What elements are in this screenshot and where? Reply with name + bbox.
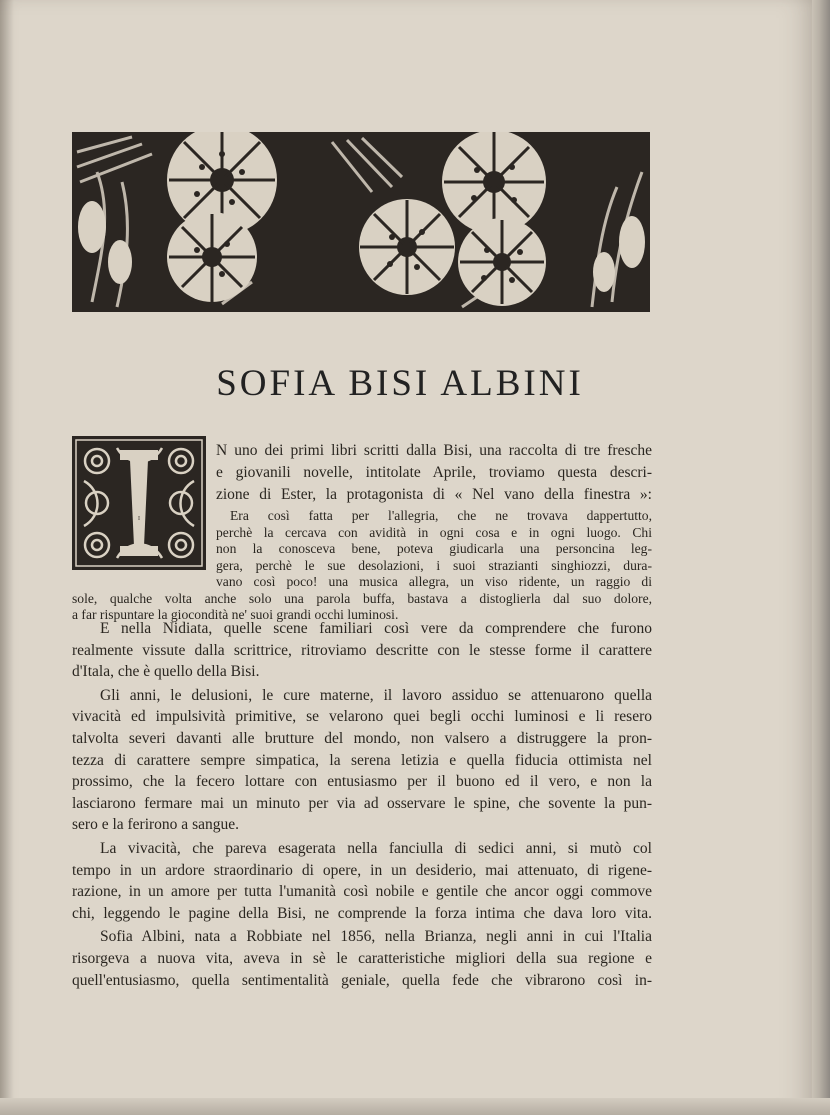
body-line: tezza di carattere sempre simpatica, la serena letizia e quella fiducia ottimista nel bbox=[72, 751, 652, 769]
paragraph bbox=[72, 926, 652, 991]
page-edge bbox=[812, 0, 830, 1115]
flower-4 bbox=[442, 132, 546, 234]
flower-5 bbox=[458, 218, 546, 306]
flower-3 bbox=[359, 199, 455, 295]
body-line: Gli anni, le delusioni, le cure materne, il lavoro assiduo se attenuarono quella bbox=[100, 686, 652, 704]
paragraph bbox=[72, 838, 652, 924]
dropcap-letter: I bbox=[138, 516, 140, 522]
floral-woodcut-header bbox=[72, 132, 650, 312]
quote-line: non la conosceva bene, poteva giudicarla una personcina leg- bbox=[216, 541, 652, 556]
body-line: realmente vissute dalla scrittrice, ritroviamo descritte con le stesse forme il carattere bbox=[72, 641, 652, 659]
paragraph bbox=[72, 618, 652, 683]
body-line: quell'entusiasmo, quella sentimentalità geniale, quella fede che vibrarono così in- bbox=[72, 971, 652, 989]
body-text bbox=[72, 618, 652, 993]
body-line: prossimo, che la fecero lottare con entusiasmo per il buono ed il vero, e non la bbox=[72, 773, 652, 791]
body-line: tempo in un ardore straordinario di opere, in un desiderio, mai attenuato, di rigene- bbox=[72, 861, 652, 879]
quote-line: vano così poco! una musica allegra, un viso ridente, un raggio di bbox=[216, 574, 652, 589]
quote-line: perchè la cercava con avidità in ogni cosa e in ogni luogo. Chi bbox=[216, 524, 652, 540]
body-line: chi, leggendo le pagine della Bisi, ne comprende la forza intima che dava loro vita. bbox=[72, 904, 652, 922]
quote-line: a far rispuntare la giocondità ne' suoi grandi occhi luminosi. bbox=[72, 607, 399, 622]
body-line: sero e la ferirono a sangue. bbox=[72, 816, 239, 834]
quote-line: Era così fatta per l'allegria, che ne trovava dappertutto, bbox=[230, 508, 652, 523]
flower-2 bbox=[167, 212, 257, 302]
intro-line: N uno dei primi libri scritti dalla Bisi, una raccolta di tre fresche bbox=[216, 442, 652, 459]
intro-text bbox=[216, 440, 652, 506]
block-quote bbox=[72, 508, 652, 624]
body-line: razione, in un amore per tutta l'umanità così nobile e gentile che ancor oggi commove bbox=[72, 883, 652, 901]
intro-line: zione di Ester, la protagonista di « Nel vano della finestra »: bbox=[216, 486, 652, 503]
body-line: E nella Nidiata, quelle scene familiari così vere da comprendere che furono bbox=[100, 620, 652, 637]
spine-shadow bbox=[0, 0, 14, 1115]
body-line: La vivacità, che pareva esagerata nella fanciulla di sedici anni, si mutò col bbox=[100, 839, 652, 857]
quote-line: gera, perchè le sue desolazioni, i suoi strazianti singhiozzi, dura- bbox=[216, 557, 652, 573]
paragraph bbox=[72, 685, 652, 836]
body-line: d'Itala, che è quello della Bisi. bbox=[72, 663, 260, 681]
body-line: Sofia Albini, nata a Robbiate nel 1856, nella Brianza, negli anni in cui l'Italia bbox=[100, 928, 652, 946]
page-title: SOFIA BISI ALBINI bbox=[216, 363, 584, 404]
intro-line: e giovanili novelle, intitolate Aprile, troviamo questa descri- bbox=[216, 464, 652, 481]
body-line: vivacità ed impulsività primitive, se velarono quei begli occhi luminosi e li resero bbox=[72, 708, 652, 726]
body-line: talvolta severi davanti alle brutture del mondo, non valsero a distruggere la pron- bbox=[72, 729, 652, 747]
body-line: lasciarono fermare mai un minuto per via ad osservare le spine, che sovente la pun- bbox=[72, 794, 652, 812]
body-line: risorgeva a nuova vita, aveva in sè le caratteristiche migliori della sua regione e bbox=[72, 949, 652, 967]
bottom-page-edge bbox=[0, 1098, 830, 1115]
quote-line: sole, qualche volta anche solo una parola buffa, bastava a distoglierla dal suo dolore, bbox=[72, 590, 652, 606]
